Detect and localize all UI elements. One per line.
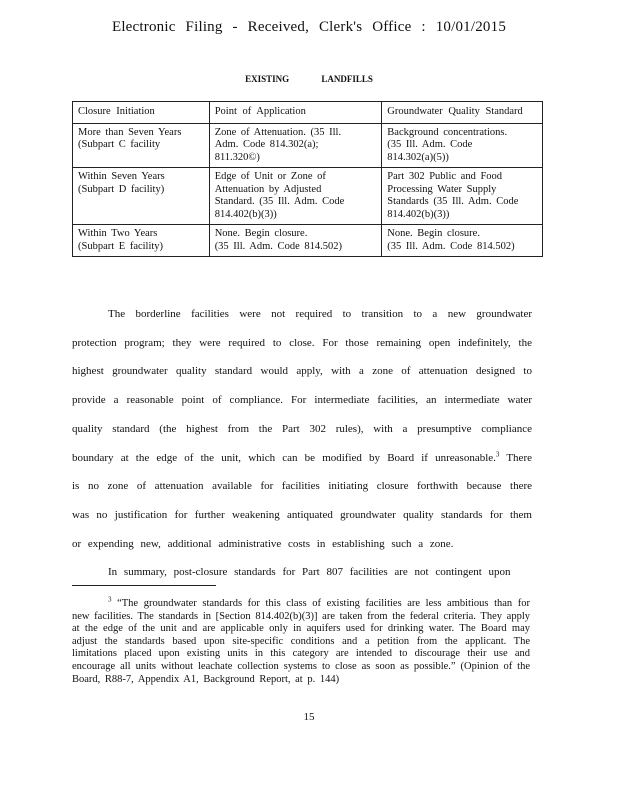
page-number: 15 (303, 711, 315, 723)
body-paragraph: In summary, post-closure standards for Part 807 facilities are not contingent upon (108, 566, 511, 579)
paragraph-text: There is no zone of attenuation available for facilities initiating closure forthwith because there was no justification for further weakening antiquated groundwater quality standards for them or expending new, additional administrative costs in establishing such a zone. (72, 451, 532, 550)
cell-line: None. Begin closure. (387, 228, 480, 239)
footnote-text: “The groundwater standards for this class of existing facilities are less ambitious than for new facilities. The standards in [Section 814.402(b)(3)] are taken from the federal criteria. They apply at the edge of the unit and are applicable only in aquifers used for drinking water. The Board may adjust the standards based upon site-specific conditions and a petition from the applicant. The limitations placed upon existing units in this category are intended to discourage their use and encourage all units without leachate collection systems to close as soon as possible.” (Opinion of the Board, R88-7, Appendix A1, Background Report, at p. 144) (72, 598, 530, 685)
cell-line: Within Two Years (78, 228, 158, 239)
cell-line: 814.302(a)(5)) (387, 151, 449, 163)
table-row (73, 225, 543, 257)
table-header-row (73, 102, 543, 124)
table-cell (73, 123, 210, 168)
cell-line: (Subpart D facility) (78, 183, 165, 195)
table-cell (73, 225, 210, 257)
cell-line: (35 Ill. Adm. Code 814.502) (387, 240, 515, 252)
column-header-closure-initiation: Closure Initiation (73, 102, 210, 124)
footnote-divider (72, 585, 216, 586)
cell-line: 811.320©) (214, 151, 260, 163)
cell-line: Standard. (35 Ill. Adm. Code (214, 196, 345, 207)
table-cell (209, 123, 382, 168)
cell-line: Background concentrations. (387, 126, 508, 138)
column-header-point-of-application: Point of Application (209, 102, 382, 124)
table-cell (382, 168, 543, 225)
table-cell (209, 225, 382, 257)
footnote-reference: 3 (495, 449, 500, 458)
electronic-filing-header: Electronic Filing - Received, Clerk's Office : 10/01/2015 (111, 19, 507, 35)
table-cell (73, 168, 210, 225)
cell-line: 814.402(b)(3)) (214, 208, 277, 220)
table-cell (382, 225, 543, 257)
cell-line: More than Seven Years (78, 126, 182, 138)
cell-line: Zone of Attenuation. (35 Ill. (214, 126, 342, 138)
body-paragraph (72, 300, 532, 558)
cell-line: (Subpart C facility (78, 139, 161, 150)
table-row (73, 168, 543, 225)
cell-line: None. Begin closure. (214, 228, 308, 239)
cell-line: (35 Ill. Adm. Code (387, 139, 473, 150)
cell-line: Adm. Code 814.302(a); (214, 139, 319, 150)
cell-line: Within Seven Years (78, 171, 165, 182)
footnote-marker: 3 (108, 595, 112, 604)
paragraph-text: The borderline facilities were not required to transition to a new groundwater protection program; they were required to close. For those remaining open indefinitely, the highest groundwater quality standard would apply, with a zone of attenuation designed to provide a reasonable point of compliance. For intermediate facilities, an intermediate water quality standard (the highest from the Part 302 rules), with a presumptive compliance boundary at the edge of the unit, which can be modified by Board if unreasonable. (72, 308, 532, 464)
cell-line: 814.402(b)(3)) (387, 208, 450, 220)
table-cell (209, 168, 382, 225)
cell-line: (35 Ill. Adm. Code 814.502) (214, 240, 342, 252)
cell-line: Processing Water Supply (387, 183, 497, 195)
table-row (73, 123, 543, 168)
table-cell (382, 123, 543, 168)
cell-line: Standards (35 Ill. Adm. Code (387, 196, 519, 207)
groundwater-standards-table (72, 101, 543, 257)
section-title: EXISTING LANDFILLS (245, 74, 373, 84)
footnote-paragraph (72, 595, 530, 686)
cell-line: Attenuation by Adjusted (214, 183, 322, 195)
footnote (72, 595, 530, 686)
column-header-groundwater-quality-standard: Groundwater Quality Standard (382, 102, 543, 124)
body-text (72, 300, 532, 587)
cell-line: Part 302 Public and Food (387, 171, 503, 182)
cell-line: Edge of Unit or Zone of (214, 171, 326, 182)
cell-line: (Subpart E facility) (78, 240, 164, 252)
